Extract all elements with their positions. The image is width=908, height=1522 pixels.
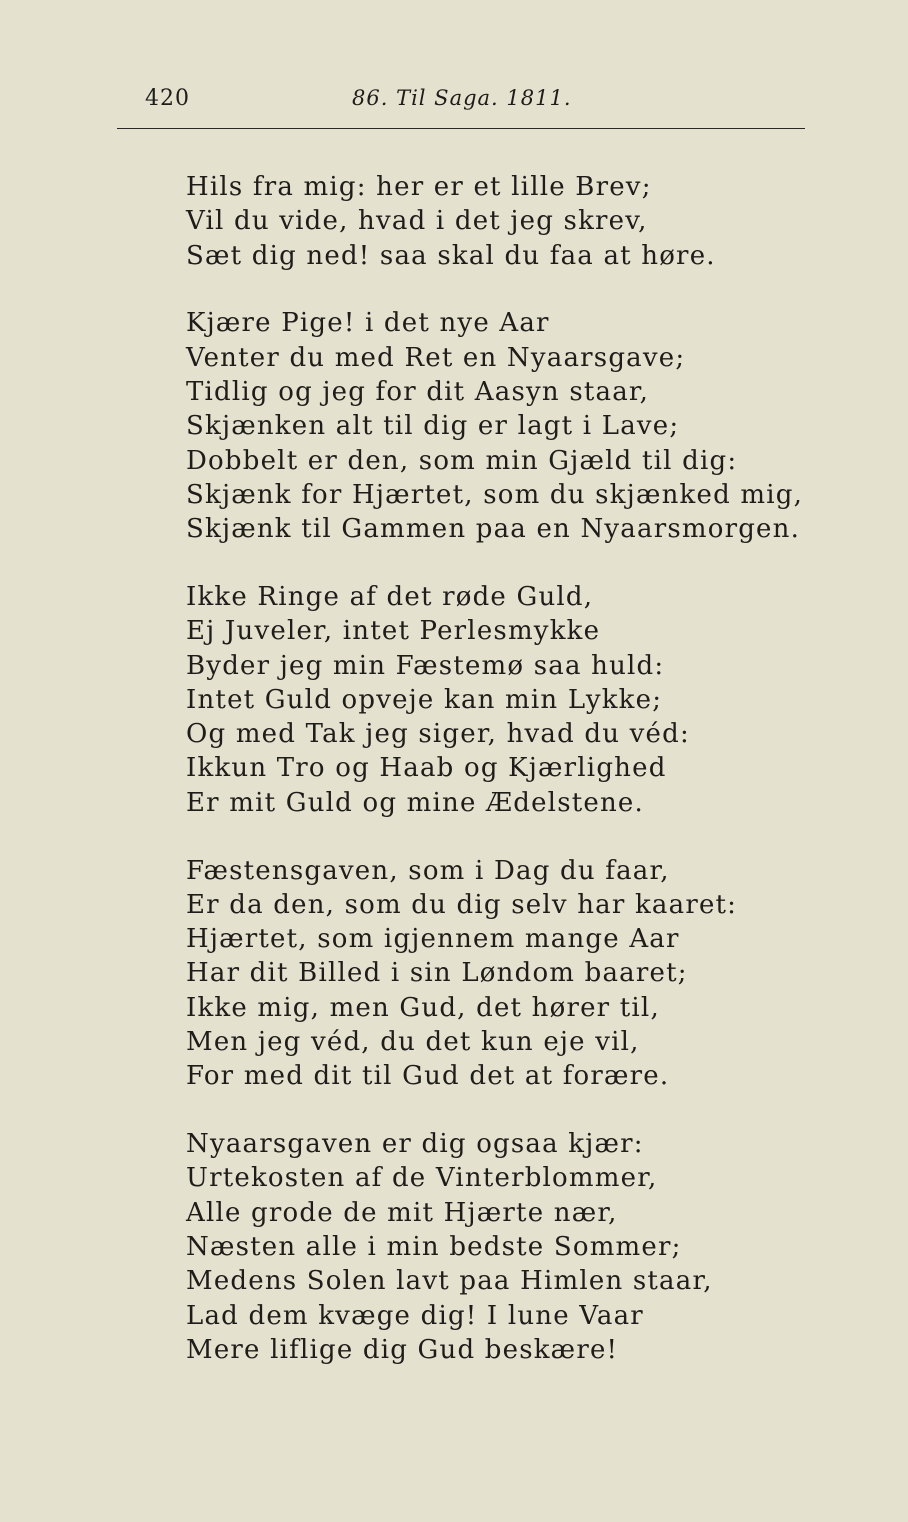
poem-line: Lad dem kvæge dig! I lune Vaar bbox=[186, 1300, 644, 1331]
stanza bbox=[186, 580, 786, 820]
poem-line: Ikke mig, men Gud, det hører til, bbox=[186, 992, 660, 1023]
poem-line: Alle grode de mit Hjærte nær, bbox=[186, 1197, 618, 1228]
poem-line: Mere liflige dig Gud beskære! bbox=[186, 1334, 619, 1365]
poem-line: Men jeg véd, du det kun eje vil, bbox=[186, 1027, 640, 1058]
poem bbox=[186, 170, 804, 1401]
poem-line: Byder jeg min Fæstemø saa huld: bbox=[186, 650, 665, 681]
poem-line: Skjænk for Hjærtet, som du skjænked mig, bbox=[186, 479, 804, 510]
page-number: 420 bbox=[145, 86, 190, 111]
stanza bbox=[186, 1127, 786, 1367]
poem-line: Hjærtet, som igjennem mange Aar bbox=[186, 924, 680, 955]
poem-line: Vil du vide, hvad i det jeg skrev, bbox=[186, 206, 648, 237]
poem-line: Skjænk til Gammen paa en Nyaarsmorgen. bbox=[186, 514, 801, 545]
header-rule bbox=[117, 128, 805, 129]
poem-line: Er da den, som du dig selv har kaaret: bbox=[186, 889, 738, 920]
poem-line: Medens Solen lavt paa Himlen staar, bbox=[186, 1266, 713, 1297]
poem-line: Næsten alle i min bedste Sommer; bbox=[186, 1232, 682, 1263]
stanza bbox=[186, 854, 786, 1094]
poem-line: Hils fra mig: her er et lille Brev; bbox=[186, 172, 652, 202]
poem-line: Ej Juveler, intet Perlesmykke bbox=[186, 616, 601, 647]
poem-line: Og med Tak jeg siger, hvad du véd: bbox=[186, 719, 690, 750]
poem-line: Intet Guld opveje kan min Lykke; bbox=[186, 684, 663, 715]
poem-line: For med dit til Gud det at forære. bbox=[186, 1061, 670, 1092]
poem-line: Ikke Ringe af det røde Guld, bbox=[186, 581, 594, 612]
poem-line: Har dit Billed i sin Løndom baaret; bbox=[186, 958, 688, 989]
poem-line: Tidlig og jeg for dit Aasyn staar, bbox=[186, 376, 650, 407]
poem-line: Ikkun Tro og Haab og Kjærlighed bbox=[186, 753, 667, 784]
poem-line: Skjænken alt til dig er lagt i Lave; bbox=[186, 411, 680, 442]
poem-line: Venter du med Ret en Nyaarsgave; bbox=[186, 342, 686, 373]
poem-line: Kjære Pige! i det nye Aar bbox=[186, 308, 550, 339]
poem-line: Dobbelt er den, som min Gjæld til dig: bbox=[186, 445, 738, 476]
poem-line: Fæstensgaven, som i Dag du faar, bbox=[186, 855, 670, 886]
poem-line: Nyaarsgaven er dig ogsaa kjær: bbox=[186, 1129, 644, 1160]
stanza bbox=[186, 170, 786, 273]
running-title: 86. Til Saga. 1811. bbox=[352, 86, 572, 110]
poem-line: Sæt dig ned! saa skal du faa at høre. bbox=[186, 240, 716, 271]
stanza bbox=[186, 306, 804, 546]
poem-line: Urtekosten af de Vinterblommer, bbox=[186, 1163, 658, 1194]
poem-line: Er mit Guld og mine Ædelstene. bbox=[186, 787, 644, 818]
